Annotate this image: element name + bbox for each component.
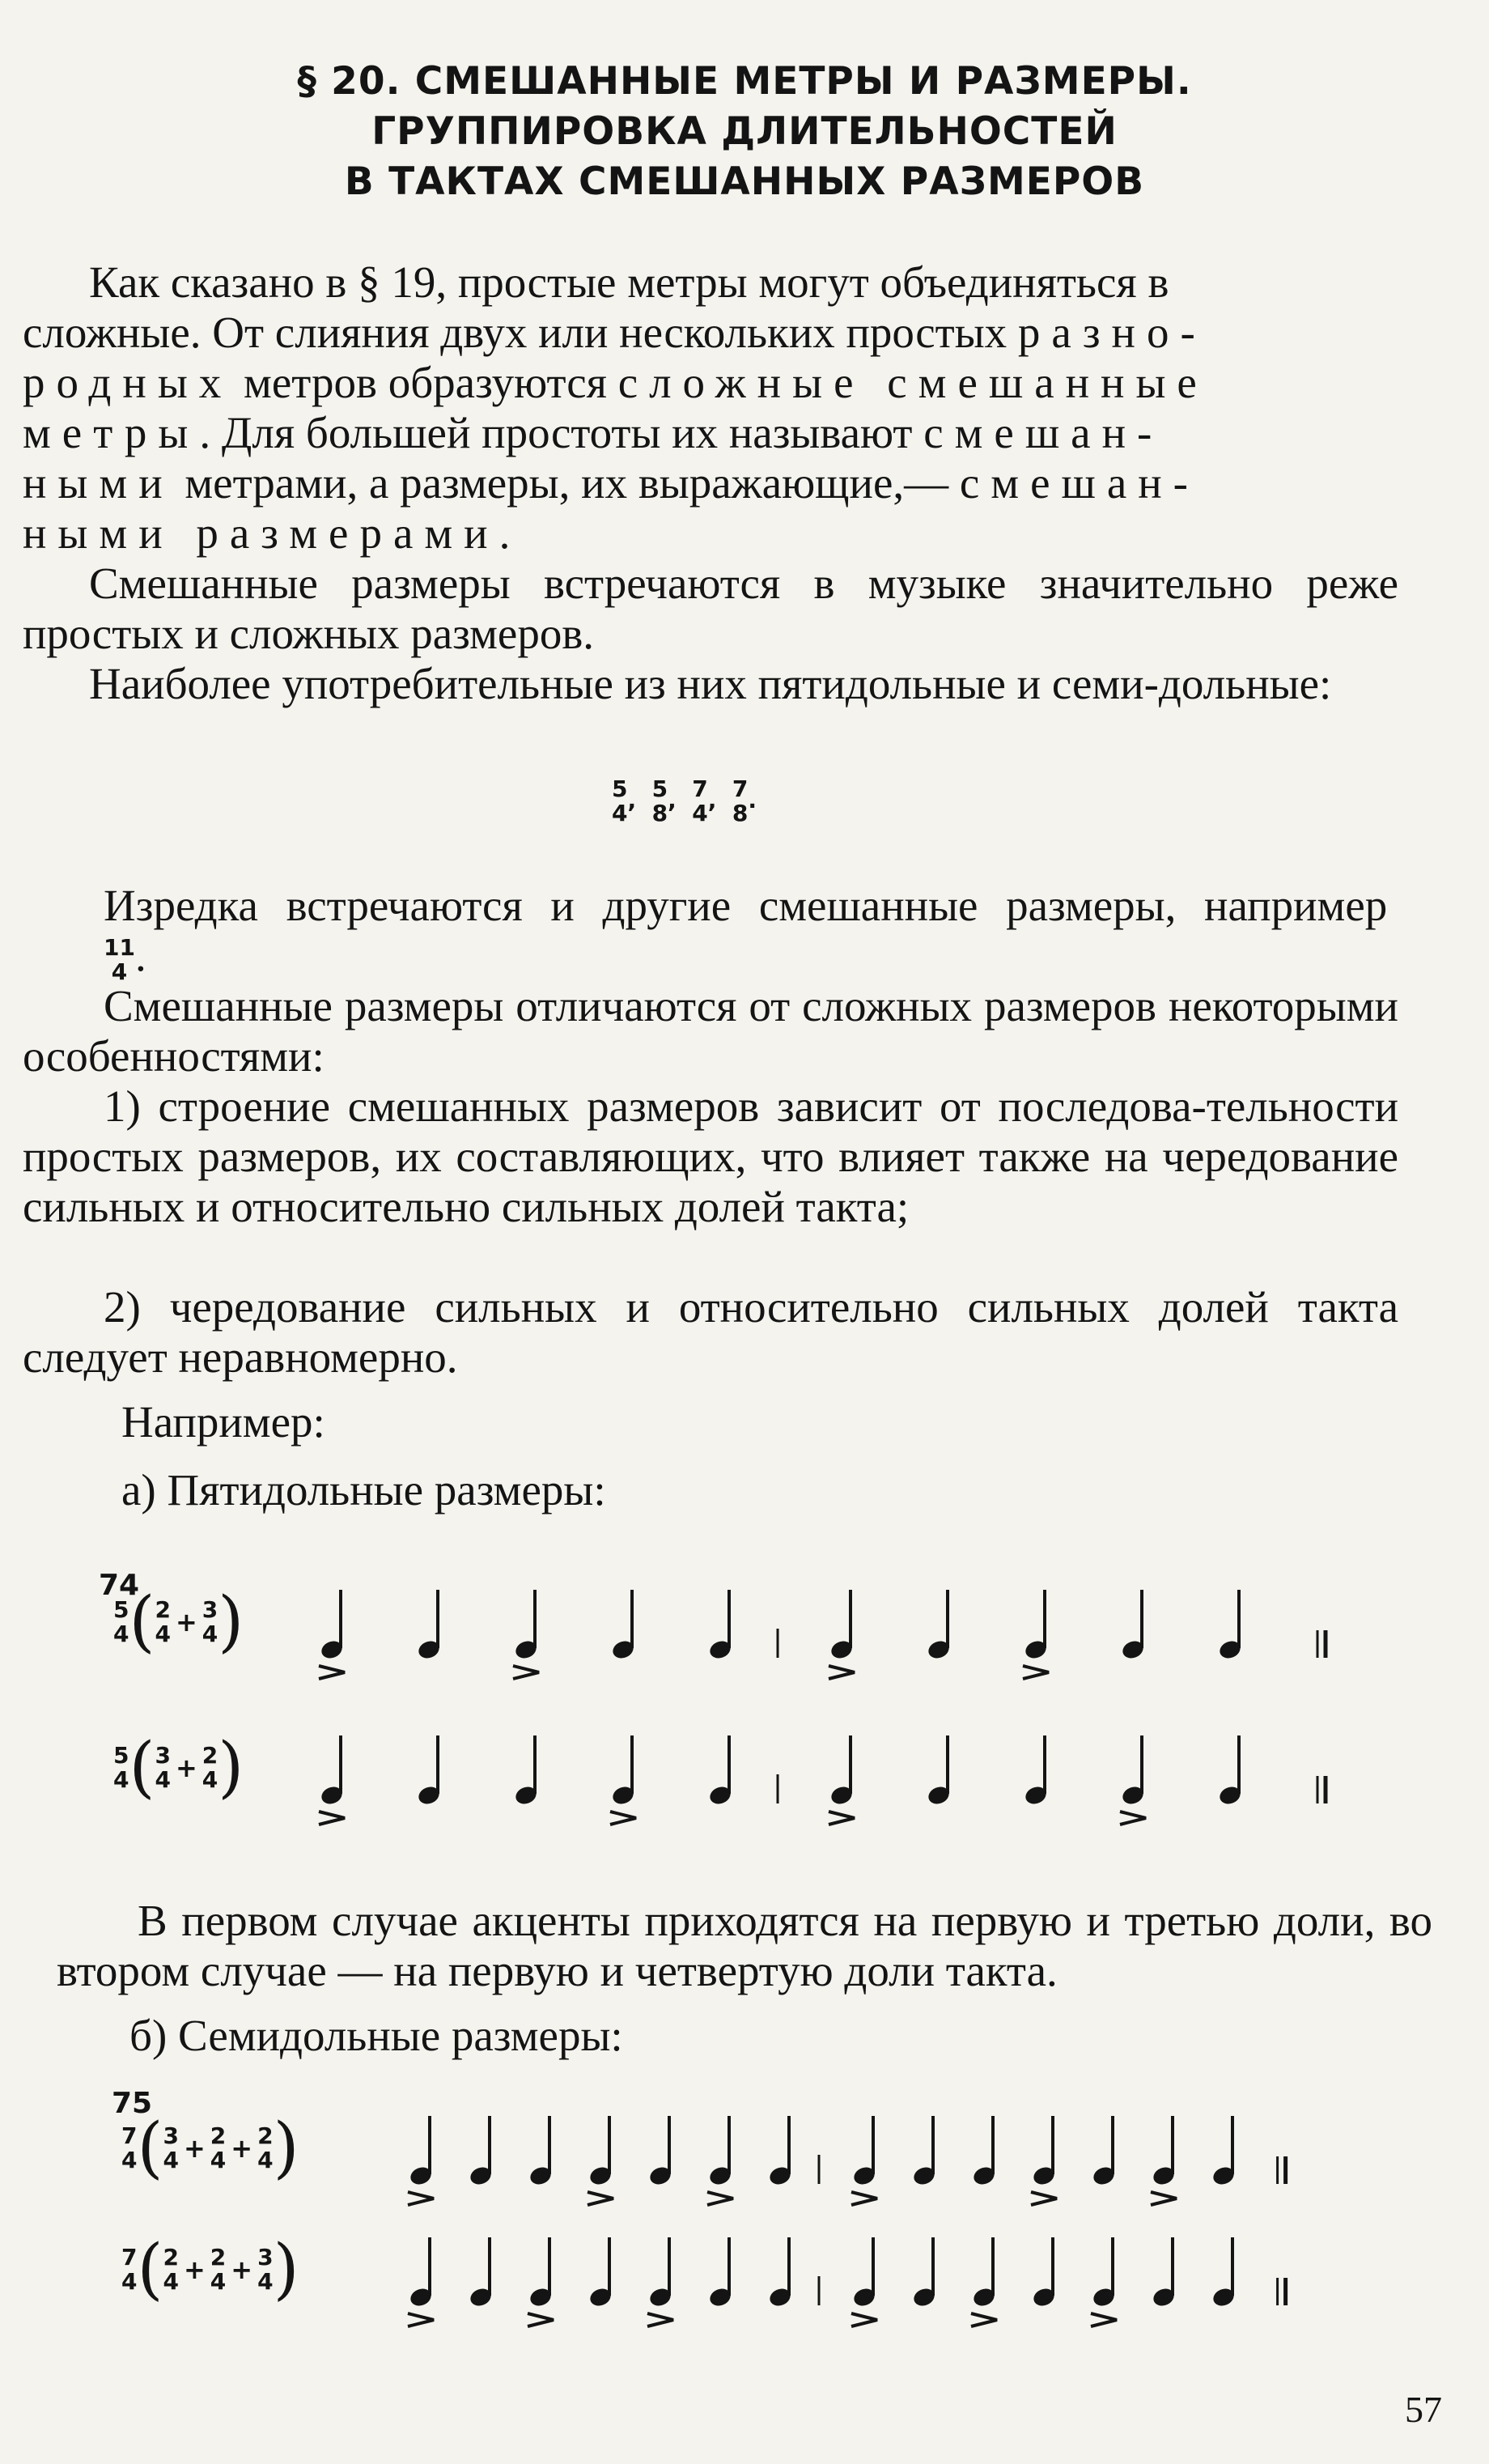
meter-5-8: 5 8 [651, 775, 668, 826]
example-b-title: б) Семидольные размеры: [129, 2011, 623, 2060]
part-den: 4 [257, 2267, 274, 2295]
quarter-note [588, 2116, 613, 2187]
quarter-note [319, 1735, 345, 1807]
total-den: 4 [121, 2267, 138, 2295]
example-number-74: 74 [99, 1569, 140, 1602]
part-meter [210, 2124, 226, 2173]
quarter-note [416, 1735, 442, 1807]
quarter-note [588, 2237, 613, 2309]
total-den: 4 [121, 2146, 138, 2173]
part-num: 3 [202, 1595, 218, 1623]
part-den: 4 [163, 2267, 179, 2295]
accent-mark [707, 2192, 733, 2205]
example-a-title: а) Пятидольные размеры: [121, 1465, 606, 1515]
final-barline [1278, 2278, 1286, 2305]
heading-line-2: ГРУППИРОВКА ДЛИТЕЛЬНОСТЕЙ [371, 109, 1118, 154]
accent-mark [408, 2192, 434, 2205]
total-meter [121, 2124, 137, 2173]
quarter-note [851, 2237, 877, 2309]
quarter-note [528, 2116, 554, 2187]
part-meter [155, 1595, 171, 1647]
part-den: 4 [257, 2146, 274, 2173]
example-intro: Например: [121, 1397, 325, 1447]
quarter-note [1023, 1590, 1049, 1661]
quarter-note [647, 2116, 673, 2187]
total-num: 5 [113, 1595, 129, 1623]
para1-line-6: ными размерами. [23, 508, 522, 558]
meter-7-4: 7 4 [692, 775, 708, 826]
accent-mark [1023, 1666, 1049, 1679]
part-num: 2 [155, 1595, 171, 1623]
total-num: 5 [113, 1741, 129, 1769]
part-den: 4 [210, 2267, 227, 2295]
plus-sign: + [231, 2132, 253, 2164]
total-den: 4 [113, 1765, 129, 1793]
quarter-note [513, 1590, 539, 1661]
total-den: 4 [113, 1620, 129, 1647]
quarter-note [926, 1590, 952, 1661]
para1-line-2: сложные. От слияния двух или нескольких простых разно- [23, 308, 1207, 357]
example-number-75: 75 [112, 2087, 153, 2120]
note-row [308, 1578, 1440, 1700]
open-paren: ( [129, 1583, 155, 1660]
paragraph-6: В первом случае акценты приходятся на первую и третью доли, во втором случае — на первую и четвертую доли такта. [57, 1896, 1432, 1995]
quarter-note [707, 2237, 733, 2309]
part-meter [163, 2124, 178, 2173]
quarter-note [1120, 1735, 1146, 1807]
final-barline [1278, 2156, 1286, 2184]
accent-mark [408, 2313, 434, 2326]
note-row [397, 2105, 1449, 2226]
plus-sign: + [175, 1752, 197, 1783]
part-num: 3 [163, 2122, 179, 2149]
part-num: 3 [257, 2243, 274, 2271]
quarter-note [1151, 2237, 1177, 2309]
close-paren: ) [218, 1583, 244, 1660]
accent-mark [319, 1812, 345, 1825]
time-signature [113, 1729, 244, 1806]
part-meter [163, 2245, 178, 2294]
quarter-note [468, 2116, 494, 2187]
quarter-note [1211, 2237, 1237, 2309]
quarter-note [767, 2116, 793, 2187]
quarter-note [1120, 1590, 1146, 1661]
quarter-note [911, 2116, 937, 2187]
close-paren: ) [273, 2109, 299, 2186]
quarter-note [829, 1590, 855, 1661]
quarter-note [319, 1590, 345, 1661]
part-meter [257, 2245, 273, 2294]
part-den: 4 [202, 1620, 218, 1647]
quarter-note [1031, 2116, 1057, 2187]
quarter-note [528, 2237, 554, 2309]
quarter-note [1151, 2116, 1177, 2187]
accent-mark [829, 1812, 855, 1825]
note-row [308, 1724, 1440, 1846]
part-den: 4 [155, 1765, 171, 1793]
part-num: 2 [210, 2243, 227, 2271]
para1-line-1: Как сказано в § 19, простые метры могут объединяться в [89, 257, 1169, 307]
part-num: 2 [210, 2122, 227, 2149]
part-num: 2 [202, 1741, 218, 1769]
open-paren: ( [129, 1729, 155, 1806]
quarter-note [408, 2116, 434, 2187]
quarter-note [707, 2116, 733, 2187]
quarter-note [610, 1590, 636, 1661]
part-den: 4 [202, 1765, 218, 1793]
para1-line-5: ными метрами, а размеры, их выражающие,— смешан- [23, 458, 1199, 508]
plus-sign: + [183, 2132, 206, 2164]
accent-mark [588, 2192, 613, 2205]
total-meter [121, 2245, 137, 2294]
quarter-note [1217, 1735, 1243, 1807]
quarter-note [408, 2237, 434, 2309]
final-barline [1317, 1630, 1326, 1658]
total-num: 7 [121, 2243, 138, 2271]
accent-mark [851, 2192, 877, 2205]
quarter-note [971, 2237, 997, 2309]
para1-line-3: родных метров образуются сложные смешанные [23, 358, 1208, 407]
quarter-note [1091, 2237, 1117, 2309]
quarter-note [468, 2237, 494, 2309]
accent-mark [528, 2313, 554, 2326]
part-num: 3 [155, 1741, 171, 1769]
accent-mark [1151, 2192, 1177, 2205]
time-signature [113, 1583, 244, 1660]
accent-mark [971, 2313, 997, 2326]
quarter-note [851, 2116, 877, 2187]
accent-mark [851, 2313, 877, 2326]
quarter-note [1023, 1735, 1049, 1807]
quarter-note [971, 2116, 997, 2187]
open-paren: ( [137, 2109, 163, 2186]
part-meter [202, 1595, 218, 1647]
part-den: 4 [210, 2146, 227, 2173]
quarter-note [1031, 2237, 1057, 2309]
quarter-note [1217, 1590, 1243, 1661]
meter-7-8: 7 8 [732, 775, 749, 826]
quarter-note [707, 1590, 733, 1661]
accent-mark [1031, 2192, 1057, 2205]
paragraph-3: Наиболее употребительные из них пятидольные и семи-дольные: [89, 659, 1332, 708]
time-signature [121, 2109, 299, 2186]
quarter-note [1091, 2116, 1117, 2187]
paragraph-4: Изредка встречаются и другие смешанные размеры, например 11 4 . [23, 881, 1398, 984]
accent-mark [647, 2313, 673, 2326]
total-meter [113, 1741, 129, 1793]
final-barline [1317, 1776, 1326, 1803]
part-meter [202, 1741, 218, 1793]
page-number: 57 [1405, 2389, 1442, 2430]
meter-5-4: 5 4 [612, 775, 628, 826]
meter-list: 5 4 , 5 8 , 7 4 , 7 8 . [612, 775, 757, 826]
total-num: 7 [121, 2122, 138, 2149]
part-num: 2 [257, 2122, 274, 2149]
accent-mark [319, 1666, 345, 1679]
quarter-note [513, 1735, 539, 1807]
quarter-note [1211, 2116, 1237, 2187]
part-meter [210, 2245, 226, 2294]
heading-line-1: § 20. СМЕШАННЫЕ МЕТРЫ И РАЗМЕРЫ. [297, 59, 1192, 104]
quarter-note [767, 2237, 793, 2309]
time-signature [121, 2231, 299, 2308]
quarter-note [610, 1735, 636, 1807]
close-paren: ) [218, 1729, 244, 1806]
part-den: 4 [155, 1620, 171, 1647]
section-heading [0, 57, 1489, 207]
accent-mark [829, 1666, 855, 1679]
quarter-note [647, 2237, 673, 2309]
part-meter [257, 2124, 273, 2173]
quarter-note [926, 1735, 952, 1807]
list-item-2: 2) чередование сильных и относительно сильных долей такта следует неравномерно. [23, 1282, 1398, 1382]
paragraph-2: Смешанные размеры встречаются в музыке значительно реже простых и сложных размеров. [23, 559, 1398, 658]
list-item-1: 1) строение смешанных размеров зависит от последова-тельности простых размеров, их составляющих, что влияет также на чередование сильных и относительно сильных долей такта; [23, 1081, 1398, 1231]
meter-11-4: 11 4 [104, 934, 135, 986]
part-num: 2 [163, 2243, 179, 2271]
para1-line-4: метры. Для большей простоты их называют смешан- [23, 408, 1164, 457]
heading-line-3: В ТАКТАХ СМЕШАННЫХ РАЗМЕРОВ [344, 159, 1145, 204]
quarter-note [707, 1735, 733, 1807]
note-row [397, 2226, 1449, 2347]
part-meter [155, 1741, 171, 1793]
paragraph-5: Смешанные размеры отличаются от сложных размеров некоторыми особенностями: [23, 981, 1398, 1081]
part-den: 4 [163, 2146, 179, 2173]
open-paren: ( [137, 2231, 163, 2308]
total-meter [113, 1595, 129, 1647]
plus-sign: + [183, 2254, 206, 2285]
accent-mark [1091, 2313, 1117, 2326]
plus-sign: + [231, 2254, 253, 2285]
quarter-note [416, 1590, 442, 1661]
accent-mark [513, 1666, 539, 1679]
accent-mark [610, 1812, 636, 1825]
close-paren: ) [273, 2231, 299, 2308]
quarter-note [911, 2237, 937, 2309]
accent-mark [1120, 1812, 1146, 1825]
plus-sign: + [175, 1606, 197, 1638]
quarter-note [829, 1735, 855, 1807]
